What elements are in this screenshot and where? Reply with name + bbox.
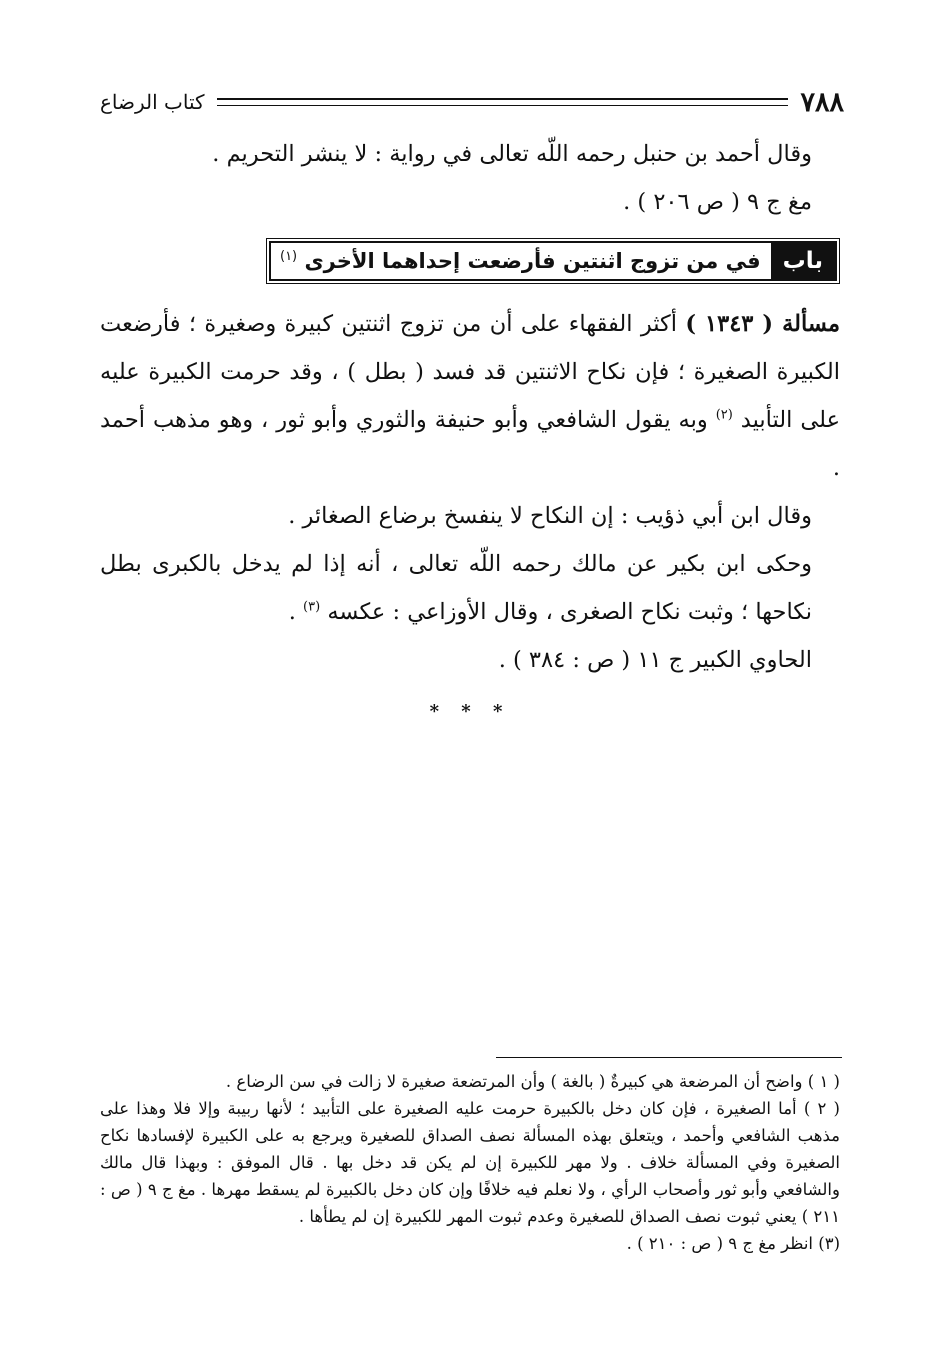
footnote-ref-3: (٣) [303,599,321,615]
issue-label: مسألة ( ١٣٤٣ ) [685,311,840,337]
footnote-ref-2: (٢) [715,407,733,423]
footnote-1: ( ١ ) واضح أن المرضعة هي كبيرةٌ ( بالغة ) وأن المرتضعة صغيرة لا زالت في سن الرضاع . [225,1072,840,1091]
paragraph-ibn-abi-dhuayb: وقال ابن أبي ذؤيب : إن النكاح لا ينفسخ برضاع الصغائر . [288,503,812,529]
source-citation: مغ ج ٩ ( ص ٢٠٦ ) . [623,189,812,215]
page-number: ٧٨٨ [800,86,844,118]
footnote-ref-1: (١) [279,249,298,264]
chapter-heading-box [266,238,840,284]
issue-paragraph: مسألة ( ١٣٤٣ ) أكثر الفقهاء على أن من تزوج اثنتين كبيرة وصغيرة ؛ فأرضعت الكبيرة الصغيرة ؛ فإن نكاح الاثنتين قد فسد ( بطل ) ، وقد حرمت الكبيرة عليه على التأبيد $^{(٢)}$ وبه يقول الشافعي وأبو حنيفة والثوري وأبو ثور ، وهو مذهب أحمد . [100,311,841,481]
footnote-divider [496,1057,842,1058]
footnote-2: ( ٢ ) أما الصغيرة ، فإن كان دخل بالكبيرة حرمت عليه الصغيرة على التأبيد ؛ لأنها ربيبة وإلا فلا وهذا على مذهب الشافعي وأحمد ، ويتعلق بهذه المسألة نصف الصداق للصغيرة ويرجع به على الكبيرة لإفسادها نكاح الصغيرة وفي المسألة خلاف . ولا مهر للكبيرة إن لم يكن قد دخل بها . قال الموفق : وبهذا قال مالك والشافعي وأبو ثور وأصحاب الرأي ، ولا نعلم فيه خلافًا وإن كان دخل بالكبيرة لم يسقط مهرها . مغ ج ٩ ( ص : ٢١١ ) يعني ثبوت نصف الصداق للصغيرة وعدم ثبوت المهر للكبيرة إن لم يطأها . [100,1099,840,1226]
section-separator: * * * [429,701,511,722]
paragraph-ahmad: وقال أحمد بن حنبل رحمه اللّه تعالى في رواية : لا ينشر التحريم . [212,141,812,167]
book-title: كتاب الرضاع [100,90,205,114]
chapter-title: في من تزوج اثنتين فأرضعت إحداهما الأخرى $^{(١)}$ [279,249,761,273]
body-text [100,130,840,736]
footnote-3: (٣) انظر مغ ج ٩ ( ص : ٢١٠ ) . [626,1234,840,1253]
header-rule [217,98,789,106]
footnotes [100,1068,840,1257]
running-header [100,84,844,120]
source-citation-hawi: الحاوي الكبير ج ١١ ( ص : ٣٨٤ ) . [498,647,812,673]
chapter-label: باب [771,243,835,279]
paragraph-ibn-bukayr: وحكى ابن بكير عن مالك رحمه اللّه تعالى ، أنه إذا لم يدخل بالكبرى بطل نكاحها ؛ وثبت نكاح الصغرى ، وقال الأوزاعي : عكسه $^{(٣)}$ . [100,551,812,625]
